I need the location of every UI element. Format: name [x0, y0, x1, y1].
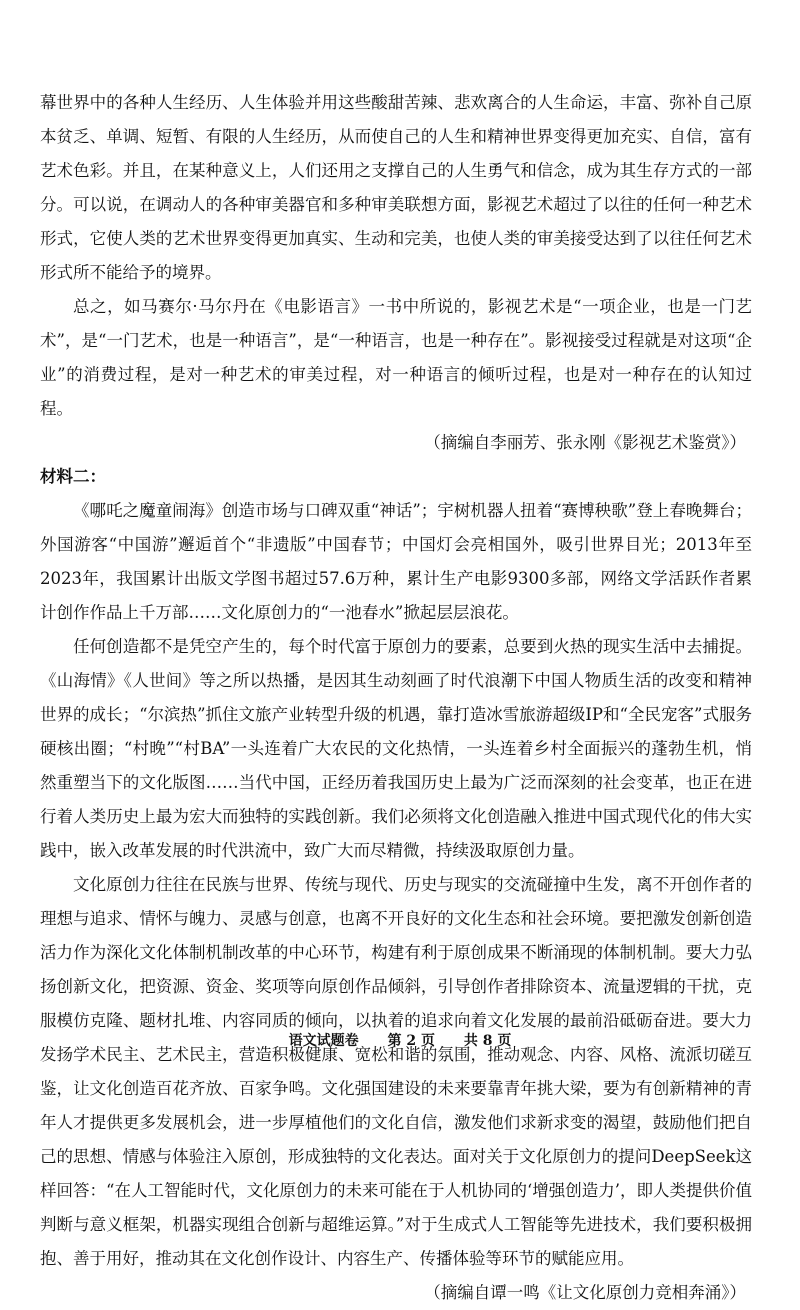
footer-exam-title: 语文试题卷 [288, 1033, 359, 1049]
material2-paragraph-3: 文化原创力往往在民族与世界、传统与现代、历史与现实的交流碰撞中生发，离不开创作者的理想与追求、情怀与魄力、灵感与创意，也离不开良好的文化生态和社会环境。要把激发创新创造活力作为深化文化体制机制改革的中心环节，构建有利于原创成果不断涌现的体制机制。要大力弘扬创新文化，把资源、资金、奖项等向原创作品倾斜，引导创作者排除资本、流量逻辑的干扰，克服模仿克隆、题材扎堆、内容同质的倾向，以执着的追求向着文化发展的最前沿砥砺奋进。要大力发扬学术民主、艺术民主，营造积极健康、宽松和谐的氛围，推动观念、内容、风格、流派切磋互鉴，让文化创造百花齐放、百家争鸣。文化强国建设的未来要靠青年挑大梁，要为有创新精神的青年人才提供更多发展机会，进一步厚植他们的文化自信，激发他们求新求变的渴望，鼓励他们把自己的思想、情感与体验注入原创，形成独特的文化表达。面对关于文化原创力的提问DeepSeek这样回答：“在人工智能时代，文化原创力的未来可能在于人机协同的‘增强创造力’，即人类提供价值判断与意义框架，机器实现组合创新与超维运算。”对于生成式人工智能等先进技术，我们要积极拥抱、善于用好，推动其在文化创作设计、内容生产、传播体验等环节的赋能应用。 [40, 875, 752, 1268]
material2-paragraph-2: 任何创造都不是凭空产生的，每个时代富于原创力的要素，总要到火热的现实生活中去捕捉。《山海情》《人世间》等之所以热播，是因其生动刻画了时代浪潮下中国人物质生活的改变和精神世界的成长；“尔滨热”抓住文旅产业转型升级的机遇，靠打造冰雪旅游超级IP和“全民宠客”式服务硬核出圈；“村晚”“村BA”一头连着广大农民的文化热情，一头连着乡村全面振兴的蓬勃生机，悄然重塑当下的文化版图……当代中国，正经历着我国历史上最为广泛而深刻的社会变革，也正在进行着人类历史上最为宏大而独特的实践创新。我们必须将文化创造融入推进中国式现代化的伟大实践中，嵌入改革发展的时代洪流中，致广大而尽精微，持续汲取原创力量。 [40, 637, 752, 860]
material1-source: （摘编自李丽芳、张永刚《影视艺术鉴赏》） [424, 433, 746, 452]
footer-total-pages: 共 8 页 [463, 1033, 512, 1049]
material1-continuation-paragraph: 幕世界中的各种人生经历、人生体验并用这些酸甜苦辣、悲欢离合的人生命运，丰富、弥补自己原本贫乏、单调、短暂、有限的人生经历，从而使自己的人生和精神世界变得更加充实、自信，富有艺术色彩。并且，在某种意义上，人们还用之支撑自己的人生勇气和信念，成为其生存方式的一部分。可以说，在调动人的各种审美器官和多种审美联想方面，影视艺术超过了以往的任何一种艺术形式，它使人类的艺术世界变得更加真实、生动和完美，也使人类的审美接受达到了以往任何艺术形式所不能给予的境界。 [40, 93, 752, 282]
material2-title: 材料二： [40, 467, 106, 486]
footer-page-number: 第 2 页 [387, 1033, 435, 1049]
page-footer [0, 1030, 800, 1050]
material2-source: （摘编自谭一鸣《让文化原创力竞相奔涌》） [424, 1283, 746, 1302]
page-content [40, 86, 752, 1310]
material2-paragraph-1: 《哪吒之魔童闹海》创造市场与口碑双重“神话”；宇树机器人扭着“赛博秧歌”登上春晚舞台；外国游客“中国游”邂逅首个“非遗版”中国春节；中国灯会亮相国外，吸引世界目光；2013年至2023年，我国累计出版文学图书超过57.6万种，累计生产电影9300多部，网络文学活跃作者累计创作作品上千万部……文化原创力的“一池春水”掀起层层浪花。 [40, 501, 752, 622]
material1-summary-paragraph: 总之，如马赛尔·马尔丹在《电影语言》一书中所说的，影视艺术是“一项企业，也是一门艺术”，是“一门艺术，也是一种语言”，是“一种语言，也是一种存在”。影视接受过程就是对这项“企业”的消费过程，是对一种艺术的审美过程，对一种语言的倾听过程，也是对一种存在的认知过程。 [40, 297, 752, 418]
